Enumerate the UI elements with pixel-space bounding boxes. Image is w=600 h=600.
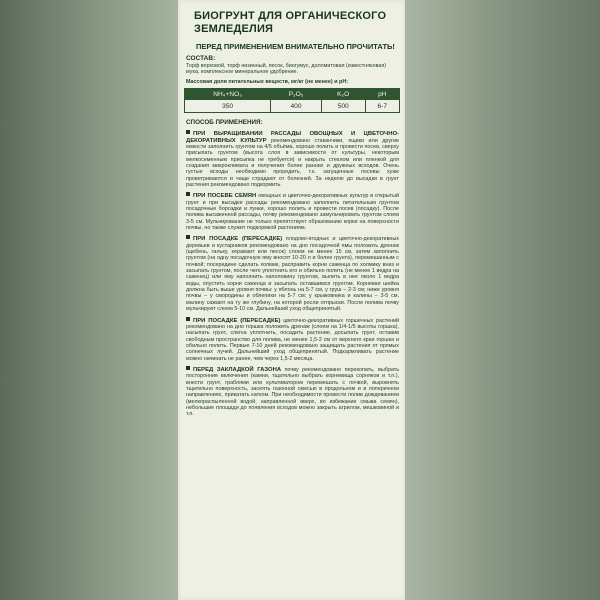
usage-section — [186, 366, 399, 418]
nutrient-header: P₂O₅ — [271, 89, 322, 100]
section-text: плодово-ягодных и цветочно-декоративных деревьев и кустарников рекомендовано на дно посадочной ямы положить дренаж (щебень, гальку, керамзит или песок) слоем не менее 15 см, затем заполнить грунтом (на одну посадочную яму вносят 10-20 л и более грунта), перемешанным с почвой; посередине сделать холмик, расправить корни саженца по холмику вниз и засыпать грунтом, после чего уплотнить его и обильно полить (не менее 1 ведра на саженец) или яму наполнить наполовину грунтом, вылить в нее около 1 ведра воды, опустить корни саженца и засыпать оставшимся грунтом. Корневая шейка должна быть выше уровня почвы: у яблонь на 5-7 см, у груш – 2-3 см; ниже уровня почвы – у смородины и облепихи на 5-7 см; у крыжовника и калины – 3-5 см, малину сажают на ту же глубину, на которой росли отпрыски. После полива почву мульчируют слоем 5-10 см. Дальнейший уход общепринятый. — [186, 236, 399, 313]
nutrients-heading: Массовая доля питательных веществ, мг/кг (не менее) и pH: — [186, 78, 349, 85]
section-text: цветочно-декоративных горшечных растений рекомендовано на дно горшка положить дренаж (слоем на 1/4-1/5 высоты горшка), насыпать грунт, слегка уплотнить, посадить растение, досыпать грунт, оставив свободным пространство для полива, не менее 1,5-2 см от верхнего края горшка и обильно полить. Первые 7-10 дней рекомендовано защищать растения от прямых солнечных лучей. Дальнейший уход общепринятый. Подкармливать растение можно начинать не ранее, чем через 1,5-2 месяца. — [186, 317, 399, 362]
read-warning: ПЕРЕД ПРИМЕНЕНИЕМ ВНИМАТЕЛЬНО ПРОЧИТАТЬ! — [196, 42, 395, 51]
nutrient-header: NH₄+NO₃ — [185, 89, 271, 100]
usage-section — [186, 130, 399, 188]
square-bullet-icon — [186, 192, 190, 196]
title-line-2: ЗЕМЛЕДЕЛИЯ — [194, 23, 274, 35]
square-bullet-icon — [186, 130, 190, 134]
section-text: овощных и цветочно-декоративных культур в открытый грунт и при высадке рассады рекомендовано заполнить питательным грунтом посадочные бороздки и лунки, хорошо полить и провести посев (посадку). После полива высаженной рассады, почву рекомендовано замульчировать грунтом слоем 3-5 см. Мульчирование не только препятствует образованию корки на поверхности почвы, но также служит подкормкой растениям. — [186, 193, 399, 232]
section-lead: ПРИ ПОСЕВЕ СЕМЯН — [193, 193, 257, 200]
product-label — [178, 0, 405, 600]
method-heading: СПОСОБ ПРИМЕНЕНИЯ: — [186, 119, 263, 127]
nutrient-value: 350 — [185, 100, 271, 113]
title-line-1: БИОГРУНТ ДЛЯ ОРГАНИЧЕСКОГО — [194, 10, 387, 22]
nutrient-header: K₂O — [321, 89, 365, 100]
composition-text: Торф верховой, торф низинный, песок, биогумус, доломитовая (известняковая) мука, комплексное минеральное удобрение. — [186, 63, 387, 76]
usage-section — [186, 317, 399, 362]
product-title — [178, 0, 405, 36]
composition-heading: СОСТАВ: — [186, 55, 216, 62]
usage-section — [186, 235, 399, 312]
section-lead: ПРИ ВЫРАЩИВАНИИ РАССАДЫ ОВОЩНЫХ И ЦВЕТОЧНО-ДЕКОРАТИВНЫХ КУЛЬТУР — [186, 131, 399, 144]
nutrient-value: 6-7 — [365, 100, 399, 113]
section-lead: ПЕРЕД ЗАКЛАДКОЙ ГАЗОНА — [193, 366, 282, 373]
nutrient-value: 500 — [321, 100, 365, 113]
section-text: почву рекомендовано перекопать, выбрать посторонние включения (камни, тщательно выбрать корневища сорняков и т.п.), внести грунт, граблями или культиватором перемешать с почвой, выровнять тщательно поверхность, засеять газонной смесью в продольном и в поперечном направлениях, прикатать катком. При необходимости провести полив дождеванием (мелкораспыленной водой, направленной вверх, во избежание смыва семян), небольшие площади до появления всходов можно закрыть агрилом, мешковиной и т.п. — [186, 366, 400, 418]
section-lead: ПРИ ПОСАДКЕ (ПЕРЕСАДКЕ) — [193, 236, 283, 243]
square-bullet-icon — [186, 235, 190, 239]
background-right — [405, 0, 600, 600]
nutrients-value-row — [185, 100, 400, 113]
section-lead: ПРИ ПОСАДКЕ (ПЕРЕСАДКЕ) — [193, 317, 281, 324]
nutrient-value: 400 — [271, 100, 322, 113]
background-left — [0, 0, 178, 600]
section-text: рекомендовано стаканчики, ящики или другие емкости заполнить грунтом на 4/5 объёма, хорошо полить и провести посев, сверху присыпать грунтом (высота слоя в зависимости от культуры, некоторым мелкосеменным присыпка не требуется) и накрыть стеклом или пленкой для создания микроклимата и получения более ранних и дружных всходов. Очень густые всходы необходимо проредить, т.к. загущенные посевы хуже проветриваются и чаще страдают от болезней. За неделю до высадки в грунт растения рекомендовано подкормить. — [186, 137, 399, 188]
square-bullet-icon — [186, 366, 190, 370]
usage-section — [186, 192, 399, 231]
nutrients-header-row — [185, 89, 400, 100]
square-bullet-icon — [186, 317, 190, 321]
nutrients-table — [184, 88, 400, 113]
nutrient-header: pH — [365, 89, 399, 100]
